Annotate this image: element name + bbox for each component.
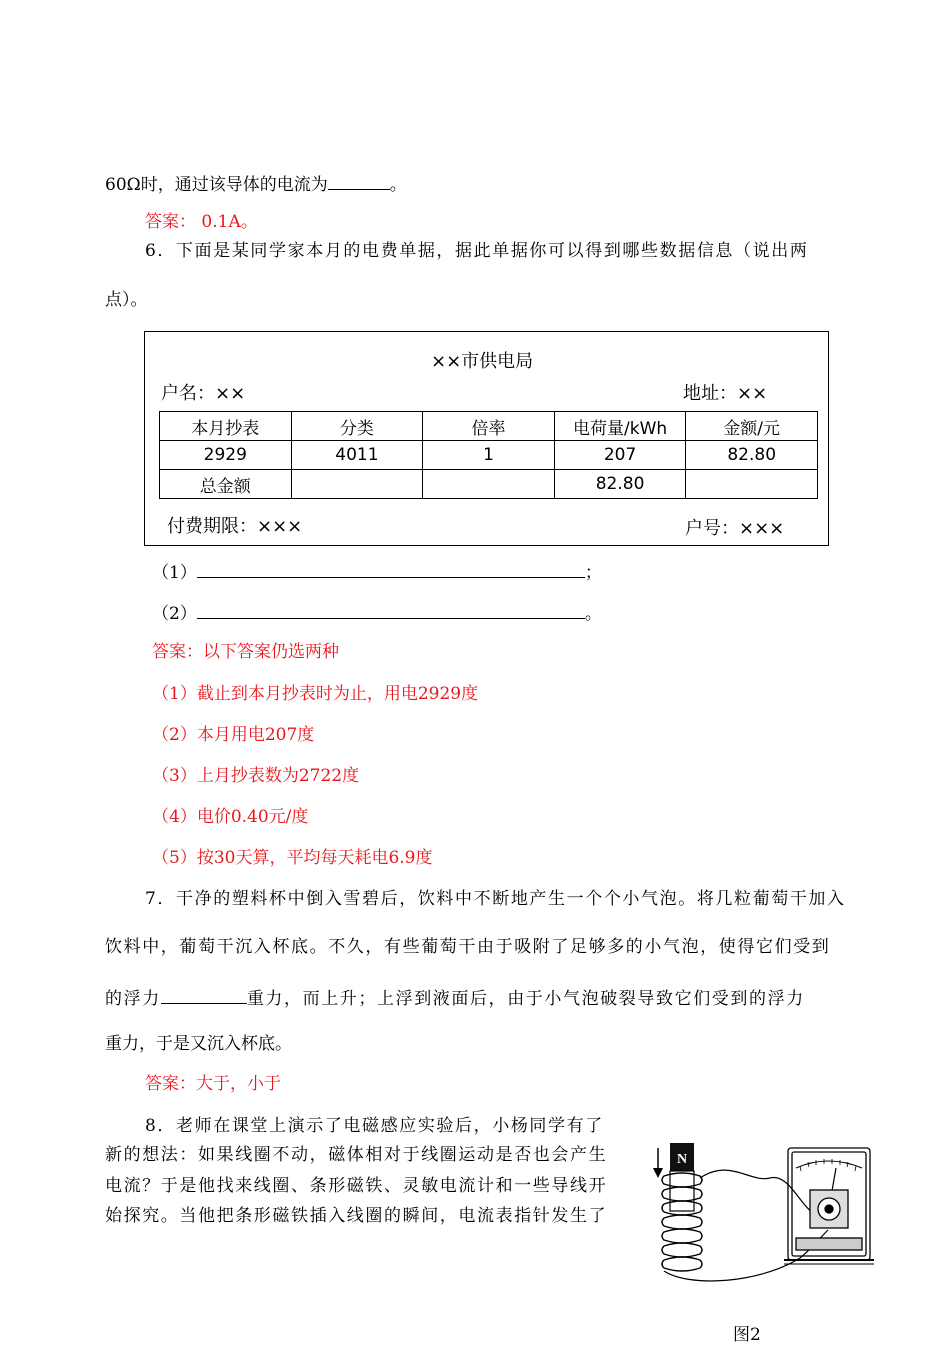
magnet-north-label: N [676,1152,688,1167]
bill-header-cell: 电荷量/kWh [554,412,686,441]
bill-header-cell: 金额/元 [686,412,818,441]
q7-question-line3: 的浮力 重力，而上升；上浮到液面后，由于小气泡破裂导致它们受到的浮力 [105,985,805,1010]
answer-blank[interactable] [161,985,247,1004]
q8-question-line4: 始探究。当他把条形磁铁插入线圈的瞬间，电流表指针发生了 [105,1206,608,1226]
bill-table [159,411,818,499]
bill-total-label: 总金额 [160,470,292,499]
q6-answer-item: （2）本月用电207度 [152,725,315,745]
q8-question-line1: 8．老师在课堂上演示了电磁感应实验后，小杨同学有了 [145,1116,604,1136]
bill-address: 地址：×× [683,383,768,404]
q5-answer: 答案： 0.1A。 [145,212,258,232]
q6-answer-item: （3）上月抄表数为2722度 [152,766,360,786]
q6-blank-1: （1） ； [152,559,602,584]
answer-blank[interactable] [328,171,390,190]
bill-cell: 2929 [160,441,292,470]
bill-header-row [160,412,818,441]
q5-text: 60Ω时，通过该导体的电流为 。 [105,171,407,196]
bill-header-cell: 本月抄表 [160,412,292,441]
down-arrow-icon [653,1148,663,1178]
bill-title: ××市供电局 [431,351,534,372]
q6-answer-item: （5）按30天算，平均每天耗电6.9度 [152,848,433,868]
q6-question-line2: 点）。 [105,290,148,310]
bill-account-no: 户号：××× [685,518,785,539]
electricity-bill [144,331,829,546]
bill-data-row [160,441,818,470]
bill-cell: 1 [423,441,555,470]
bill-cell [291,470,423,499]
q7-question-line4: 重力，于是又沉入杯底。 [105,1034,292,1054]
q7-question-line1: 7．干净的塑料杯中倒入雪碧后，饮料中不断地产生一个个小气泡。将几粒葡萄干加入 [145,889,846,909]
q6-answer-item: （1）截止到本月抄表时为止，用电2929度 [152,684,479,704]
q7-question-line2: 饮料中，葡萄干沉入杯底。不久，有些葡萄干由于吸附了足够多的小气泡，使得它们受到 [105,937,831,957]
q7-answer: 答案：大于，小于 [145,1074,281,1094]
q8-question-line3: 电流？于是他找来线圈、条形磁铁、灵敏电流计和一些导线开 [105,1176,608,1196]
bill-total-value: 82.80 [554,470,686,499]
figure-caption: 图2 [733,1325,761,1345]
electromagnetic-induction-figure [650,1138,880,1288]
bill-account-name: 户名：×× [161,383,246,404]
bill-cell: 82.80 [686,441,818,470]
bill-cell [423,470,555,499]
coil [662,1173,702,1271]
q6-answer-head: 答案：以下答案仍选两种 [152,642,339,662]
q6-answer-item: （4）电价0.40元/度 [152,807,309,827]
bill-header-cell: 倍率 [423,412,555,441]
bill-cell: 4011 [291,441,423,470]
q8-question-line2: 新的想法：如果线圈不动，磁体相对于线圈运动是否也会产生 [105,1145,608,1165]
answer-blank[interactable] [197,600,585,619]
bill-cell [686,470,818,499]
bill-header-cell: 分类 [291,412,423,441]
bill-pay-deadline: 付费期限：××× [167,516,303,537]
bill-total-row [160,470,818,499]
q6-blank-2: （2） 。 [152,600,602,625]
answer-blank[interactable] [197,559,585,578]
q6-question-line1: 6．下面是某同学家本月的电费单据，据此单据你可以得到哪些数据信息（说出两 [145,241,809,261]
galvanometer [784,1148,874,1264]
bill-cell: 207 [554,441,686,470]
